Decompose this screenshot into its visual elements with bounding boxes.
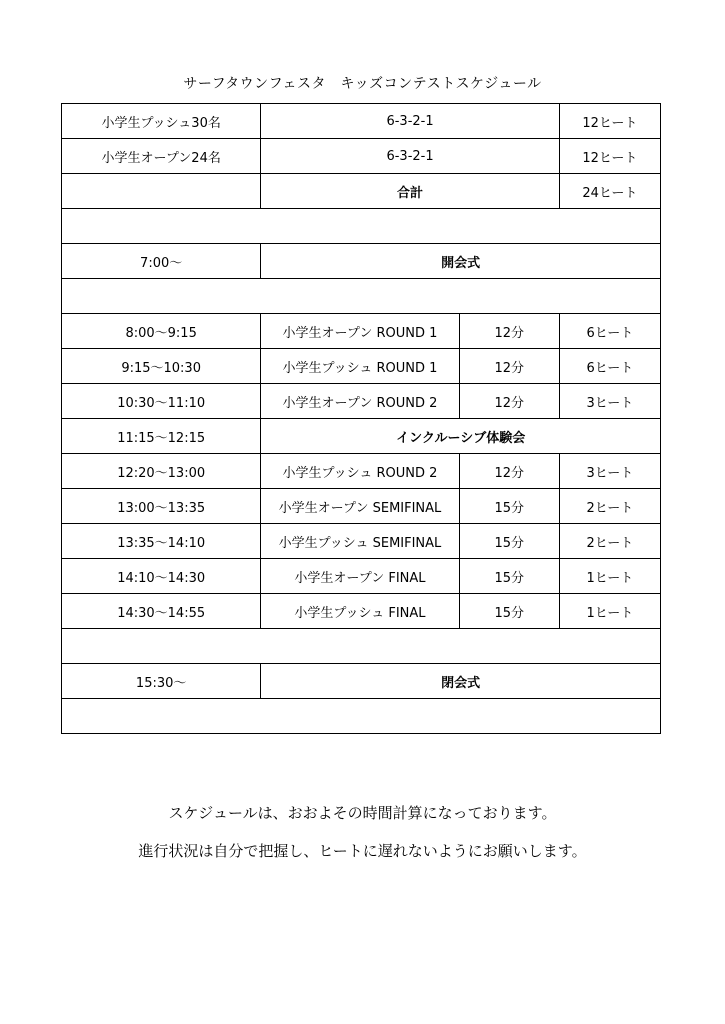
round-row (62, 384, 661, 419)
round-time: 8:00～9:15 (62, 314, 261, 349)
round-time: 13:00～13:35 (62, 489, 261, 524)
round-duration: 12分 (459, 454, 559, 489)
round-heats: 1ヒート (559, 594, 660, 629)
spacer-row (62, 279, 661, 314)
round-duration: 12分 (459, 349, 559, 384)
round-heats: 2ヒート (559, 524, 660, 559)
round-event: 小学生オープン SEMIFINAL (261, 489, 459, 524)
round-heats: 1ヒート (559, 559, 660, 594)
round-row (62, 594, 661, 629)
round-duration: 15分 (459, 524, 559, 559)
opening-time: 7:00～ (62, 244, 261, 279)
round-event: 小学生オープン ROUND 2 (261, 384, 459, 419)
round-time: 14:30～14:55 (62, 594, 261, 629)
category-name: 小学生オープン24名 (62, 139, 261, 174)
round-heats: 3ヒート (559, 454, 660, 489)
round-heats: 6ヒート (559, 349, 660, 384)
category-format: 6-3-2-1 (261, 139, 559, 174)
round-time: 12:20～13:00 (62, 454, 261, 489)
round-duration: 12分 (459, 384, 559, 419)
round-row (62, 559, 661, 594)
total-row (62, 174, 661, 209)
spacer-row (62, 699, 661, 734)
category-format: 6-3-2-1 (261, 104, 559, 139)
opening-row (62, 244, 661, 279)
round-duration: 15分 (459, 594, 559, 629)
category-heats: 12ヒート (559, 139, 660, 174)
category-heats: 12ヒート (559, 104, 660, 139)
round-time: 11:15～12:15 (62, 419, 261, 454)
spacer-row (62, 629, 661, 664)
category-row (62, 139, 661, 174)
note-line: 進行状況は自分で把握し、ヒートに遅れないようにお願いします。 (138, 842, 587, 860)
round-event: 小学生オープン ROUND 1 (261, 314, 459, 349)
closing-row (62, 664, 661, 699)
round-row (62, 489, 661, 524)
round-heats: 6ヒート (559, 314, 660, 349)
closing-label: 閉会式 (261, 664, 661, 699)
round-time: 9:15～10:30 (62, 349, 261, 384)
opening-label: 開会式 (261, 244, 661, 279)
round-duration: 15分 (459, 559, 559, 594)
round-row (62, 454, 661, 489)
notes-section (0, 803, 725, 879)
round-event: 小学生プッシュ FINAL (261, 594, 459, 629)
round-row (62, 349, 661, 384)
round-event: 小学生オープン FINAL (261, 559, 459, 594)
page-title: サーフタウンフェスタ キッズコンテストスケジュール (183, 76, 542, 92)
round-event: 小学生プッシュ ROUND 1 (261, 349, 459, 384)
note-line: スケジュールは、おおよその時間計算になっております。 (168, 804, 557, 822)
schedule-table (61, 103, 661, 734)
spacer-row (62, 209, 661, 244)
category-name: 小学生プッシュ30名 (62, 104, 261, 139)
round-duration: 15分 (459, 489, 559, 524)
round-row (62, 419, 661, 454)
total-label: 合計 (261, 174, 559, 209)
category-row (62, 104, 661, 139)
round-event: 小学生プッシュ SEMIFINAL (261, 524, 459, 559)
round-time: 13:35～14:10 (62, 524, 261, 559)
round-row (62, 524, 661, 559)
round-event: インクルーシブ体験会 (261, 419, 661, 454)
round-heats: 2ヒート (559, 489, 660, 524)
round-time: 10:30～11:10 (62, 384, 261, 419)
round-duration: 12分 (459, 314, 559, 349)
round-row (62, 314, 661, 349)
total-heats: 24ヒート (559, 174, 660, 209)
round-heats: 3ヒート (559, 384, 660, 419)
closing-time: 15:30～ (62, 664, 261, 699)
empty-cell (62, 174, 261, 209)
round-event: 小学生プッシュ ROUND 2 (261, 454, 459, 489)
round-time: 14:10～14:30 (62, 559, 261, 594)
